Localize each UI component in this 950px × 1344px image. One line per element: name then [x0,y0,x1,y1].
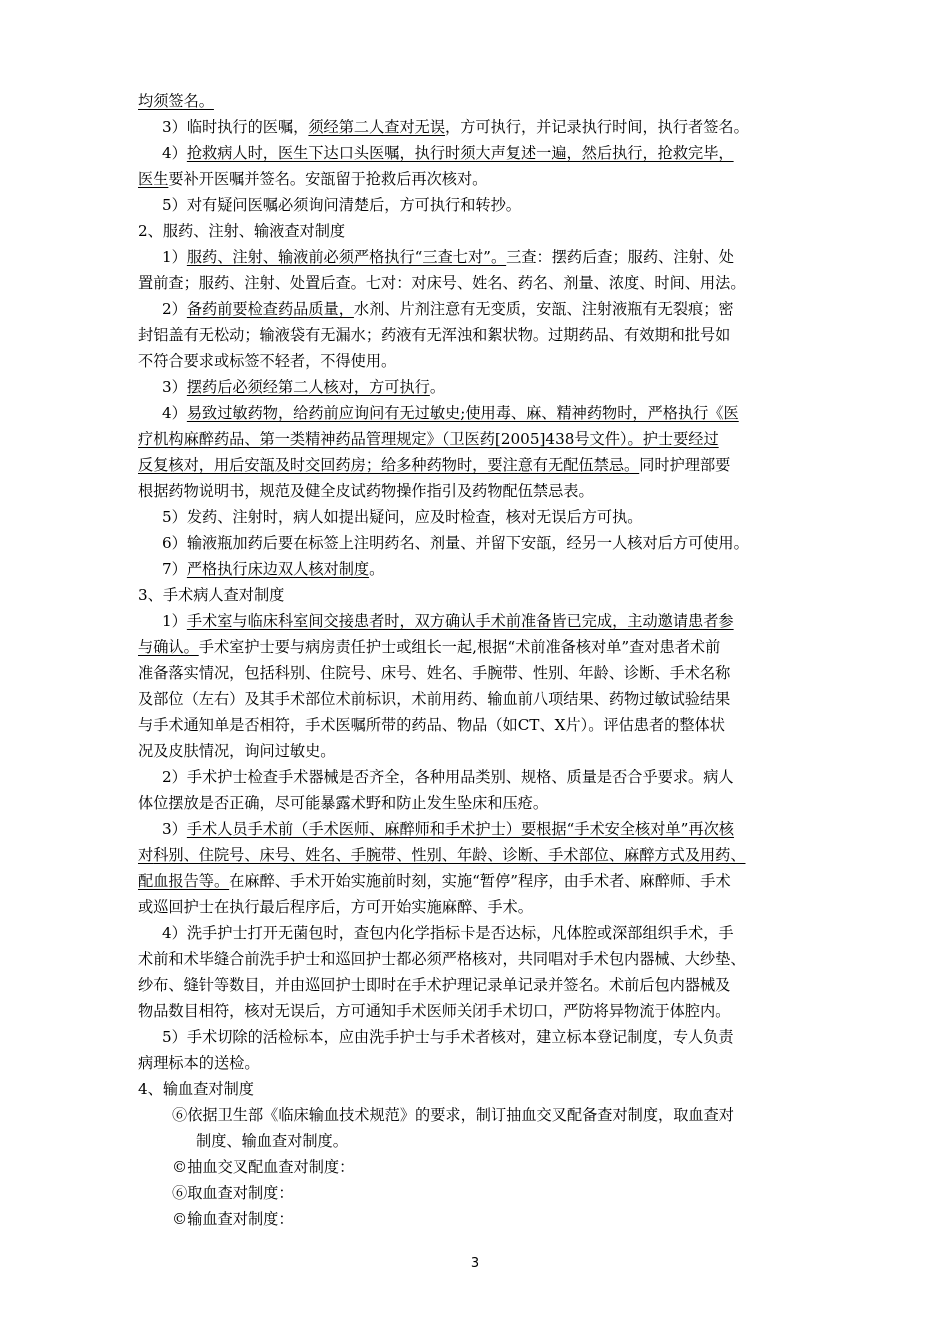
underlined-text: 摆药后必须经第二人核对，方可执行 [186,378,430,396]
underlined-text: 医生 [138,170,169,188]
underlined-text: 手术人员手术前（手术医师、麻醉师和手术护士）要根据“手术安全核对单”再次核 [186,820,734,838]
text-line [162,556,384,582]
text-line [138,660,730,686]
underlined-text: 疗机构麻醉药品、第一类精神药品管理规定》（卫医药[2005]438号文件）。护士要经过 [138,430,719,448]
text-line [162,1024,734,1050]
underlined-text: 抢救病人时，医生下达口头医嘱，执行时须大声复述一遍，然后执行，抢救完毕， [186,144,734,162]
text-line [172,1154,354,1180]
text-segment: 准备落实情况，包括科别、住院号、床号、姓名、手腕带、性别、年龄、诊断、手术名称 [138,664,731,682]
text-segment: 纱布、缝针等数目，并由巡回护士即时在手术护理记录单记录并签名。术前后包内器械及 [138,976,731,994]
text-line [138,348,396,374]
text-line [138,868,731,894]
text-line [162,400,739,426]
text-line [138,842,746,868]
text-segment: 根据药物说明书，规范及健全皮试药物操作指引及药物配伍禁忌表。 [138,482,594,500]
text-segment: ，方可执行，并记录执行时间，执行者签名。 [445,118,749,136]
text-segment: ©输血查对制度： [172,1210,294,1228]
text-line [138,790,548,816]
text-segment: 5）手术切除的活检标本，应由洗手护士与手术者核对，建立标本登记制度，专人负责 [162,1028,734,1046]
text-line [138,972,730,998]
underlined-text: 易致过敏药物，给药前应询问有无过敏史;使用毒、麻、精神药物时，严格执行《医 [186,404,739,422]
text-line [172,1206,294,1232]
underlined-text: 严格执行床边双人核对制度 [186,560,370,578]
text-line [138,634,720,660]
text-line [172,1102,734,1128]
text-line [138,478,594,504]
text-line [138,894,533,920]
text-line [138,322,730,348]
text-segment: 况及皮肤情况，询问过敏史。 [138,742,336,760]
text-segment: 置前查；服药、注射、处置后查。七对：对床号、姓名、药名、剂量、浓度、时间、用法。 [138,274,746,292]
underlined-text: 均须签名。 [138,92,214,110]
underlined-text: 手术室与临床科室间交接患者时，双方确认手术前准备皆已完成，主动邀请患者参 [186,612,734,630]
text-segment: 术前和术毕缝合前洗手护士和巡回护士都必须严格核对，共同唱对手术包内器械、大纱垫、 [138,950,746,968]
text-line [138,998,730,1024]
text-line [138,166,487,192]
underlined-text: 对 [138,846,154,864]
text-segment: 1） [162,248,187,266]
text-segment: 4） [162,144,187,162]
text-segment: 不符合要求或标签不轻者，不得使用。 [138,352,397,370]
text-segment: 封铝盖有无松动；输液袋有无漏水；药液有无浑浊和絮状物。过期药品、有效期和批号如 [138,326,731,344]
text-line [162,764,734,790]
text-segment: 5）对有疑问医嘱必须询问清楚后，方可执行和转抄。 [162,196,521,214]
underlined-text: 反复核对，用后安瓿及时交回药房；给多种药物时，要注意有无配伍禁忌。 [138,456,640,474]
text-line [138,452,730,478]
text-segment: 7） [162,560,187,578]
text-segment: 与手术通知单是否相符，手术医嘱所带的药品、物品（如CT、X片）。评估患者的整体状 [138,716,725,734]
text-segment: ⑥取血查对制度： [172,1184,294,1202]
underlined-text: 备药前要检查药品质量， [186,300,354,318]
text-line [172,1180,294,1206]
text-line [138,738,335,764]
text-segment: 3） [162,378,187,396]
text-line [138,218,345,244]
text-segment: 3、手术病人查对制度 [138,586,285,604]
text-segment: 1） [162,612,187,630]
text-segment: 。 [429,378,446,396]
text-line [162,140,734,166]
text-segment: 3） [162,820,187,838]
text-segment: 水剂、片剂注意有无变质，安瓿、注射液瓶有无裂痕；密 [353,300,734,318]
text-line [138,686,730,712]
underlined-text: 服药、注射、输液前必须严格执行“三查七对”。 [186,248,507,266]
text-segment: 3）临时执行的医嘱， [162,118,309,136]
text-segment: 5）发药、注射时，病人如提出疑问，应及时检查，核对无误后方可执。 [162,508,643,526]
text-segment: 物品数目相符，核对无误后，方可通知手术医师关闭手术切口，严防将异物流于体腔内。 [138,1002,731,1020]
text-segment: 制度、输血查对制度。 [196,1132,348,1150]
text-line [162,816,734,842]
text-segment: 要补开医嘱并签名。安瓿留于抢救后再次核对。 [168,170,488,188]
text-line [138,1076,254,1102]
underlined-text: 与确认。 [138,638,199,656]
text-segment: 三查：摆药后查；服药、注射、处 [506,248,734,266]
text-line [162,374,445,400]
text-line [162,530,749,556]
page-number: 3 [470,1256,480,1271]
text-segment: 2）手术护士检查手术器械是否齐全，各种用品类别、规格、质量是否合乎要求。病人 [162,768,734,786]
text-segment: 2、服药、注射、输液查对制度 [138,222,346,240]
text-line [138,946,746,972]
text-line [162,192,521,218]
text-segment: 体位摆放是否正确，尽可能暴露术野和防止发生坠床和压疮。 [138,794,549,812]
text-line [196,1128,348,1154]
text-line [138,426,719,452]
text-segment: 在麻醉、手术开始实施前时刻，实施“暂停”程序，由手术者、麻醉师、手术 [229,872,731,890]
text-line [162,114,749,140]
text-segment: 病理标本的送检。 [138,1054,260,1072]
text-line [162,920,734,946]
underlined-text: 配血报告等。 [138,872,230,890]
text-line [138,712,725,738]
text-segment: 4） [162,404,187,422]
text-segment: 或巡回护士在执行最后程序后，方可开始实施麻醉、手术。 [138,898,533,916]
text-segment: 4、输血查对制度 [138,1080,254,1098]
text-line [138,270,746,296]
text-segment: 同时护理部要 [639,456,731,474]
underlined-text: 须经第二人查对无误 [308,118,446,136]
text-segment: 6）输液瓶加药后要在标签上注明药名、剂量、并留下安瓿，经另一人核对后方可使用。 [162,534,749,552]
text-line [162,296,734,322]
text-line [162,504,642,530]
text-segment: 及部位（左右）及其手术部位术前标识，术前用药、输血前八项结果、药物过敏试验结果 [138,690,731,708]
underlined-text: 科别、住院号、床号、姓名、手腕带、性别、年龄、诊断、手术部位、麻醉方式及用药、 [153,846,746,864]
text-line [162,244,734,270]
text-segment: 4）洗手护士打开无菌包时，查包内化学指标卡是否达标，凡体腔或深部组织手术，手 [162,924,734,942]
text-line [138,1050,260,1076]
text-segment: ©抽血交叉配血查对制度： [172,1158,355,1176]
text-segment: 。 [369,560,385,578]
text-segment: ⑥依据卫生部《临床输血技术规范》的要求，制订抽血交叉配备查对制度，取血查对 [172,1106,734,1124]
text-line [138,88,214,114]
text-segment: 2） [162,300,187,318]
text-segment: 手术室护士要与病房责任护士或组长一起,根据“术前准备核对单”查对患者术前 [198,638,721,656]
text-line [138,582,284,608]
text-line [162,608,734,634]
